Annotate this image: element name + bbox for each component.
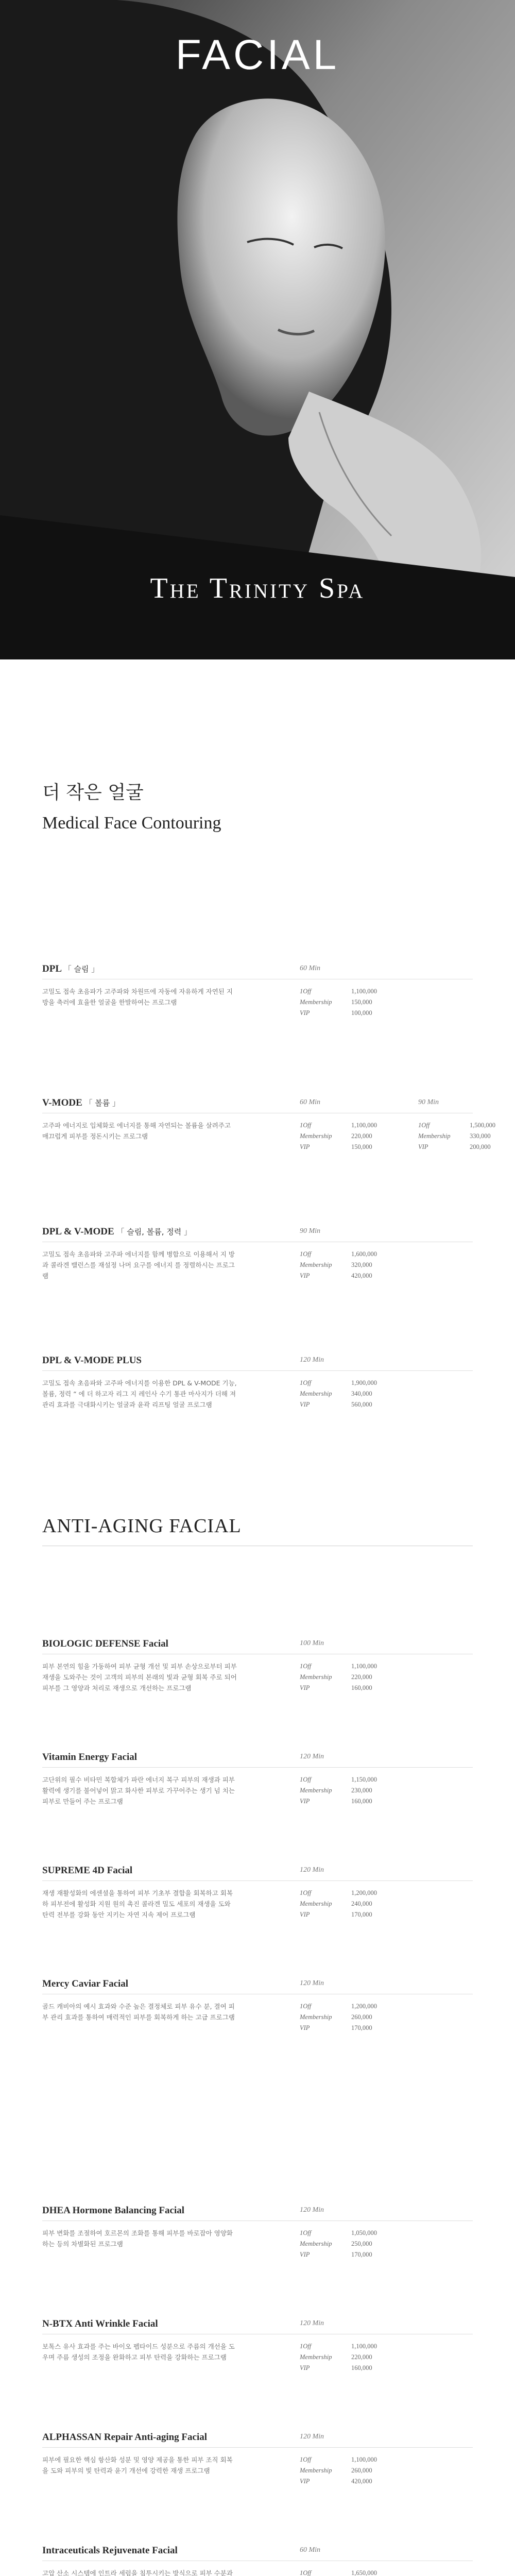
price-value: 240,000 — [351, 1900, 372, 1907]
price-label: VIP — [418, 1143, 428, 1150]
item-description: 고압 산소 시스템에 인트라 세럼을 침투시키는 방식으로 피부 수분과 — [42, 2569, 233, 2576]
price-label: VIP — [300, 2364, 310, 2371]
price-label: Membership — [300, 2467, 332, 2474]
price-list — [300, 2228, 398, 2260]
menu-item — [42, 1865, 473, 1919]
price-value: 420,000 — [351, 2478, 372, 2485]
menu-item — [42, 1355, 473, 1409]
item-description: 재생 재활성화의 에센셜을 통하여 피부 기초부 결합을 회복하고 회복하 피부전에 활성화 지원 원의 촉진 콜라겐 밀도 세포의 재생을 도와 탄력 전부를 강화 동안 지키는 자연 지속 제어 프로그램 — [42, 1889, 233, 1919]
price-row — [300, 2239, 398, 2249]
item-name: DPL & V-MODE PLUS — [42, 1355, 142, 1366]
price-label: VIP — [300, 1401, 310, 1408]
item-name: DHEA Hormone Balancing Facial — [42, 2205, 185, 2216]
price-label: Membership — [300, 998, 332, 1006]
price-value: 1,050,000 — [351, 2229, 377, 2236]
price-row — [300, 1388, 398, 1399]
price-row — [300, 2001, 398, 2012]
price-label: Membership — [300, 1673, 332, 1681]
price-list — [300, 1249, 398, 1281]
price-label: 1Off — [300, 1889, 312, 1896]
price-value: 340,000 — [351, 1390, 372, 1397]
price-value: 160,000 — [351, 1798, 372, 1805]
price-row — [300, 2363, 398, 2374]
price-label: 1Off — [300, 2343, 312, 2350]
price-row — [300, 2023, 398, 2033]
hero-subtitle: The Trinity Spa — [150, 572, 365, 604]
item-description: 고밀도 접속 초음파와 고주파 에너지를 함께 병합으로 이용해서 지 방과 콜라겐 밸런스를 재설정 나머 요구를 에너지 를 정렬하시는 프로그램 — [42, 1250, 235, 1280]
price-row — [300, 986, 398, 997]
menu-item — [42, 2318, 473, 2371]
price-value: 1,500,000 — [470, 1122, 495, 1129]
hero-portrait-image — [0, 0, 515, 659]
price-label: Membership — [300, 1261, 332, 1268]
price-list — [300, 1661, 398, 1693]
price-value: 100,000 — [351, 1009, 372, 1016]
price-label: 1Off — [300, 2456, 312, 2463]
item-name: Mercy Caviar Facial — [42, 1978, 129, 1989]
price-row — [300, 2568, 398, 2576]
price-label: 1Off — [300, 1122, 312, 1129]
item-divider — [42, 2447, 473, 2448]
item-description: 피부에 필요한 핵심 항산화 성분 및 영양 제공을 통한 피부 조직 회복을 도와 피부의 빛 탄력과 윤기 개선에 강력한 재생 프로그램 — [42, 2456, 233, 2475]
item-name: SUPREME 4D Facial — [42, 1865, 133, 1876]
item-name: Intraceuticals Rejuvenate Facial — [42, 2545, 178, 2556]
price-list — [418, 1120, 515, 1153]
item-name: V-MODE 「 볼륨 」 — [42, 1097, 121, 1108]
price-label: 1Off — [300, 988, 312, 995]
price-label: VIP — [300, 2478, 310, 2485]
item-duration: 120 Min — [300, 2319, 324, 2327]
item-description: 보톡스 유사 효과를 주는 바이오 펩타이드 성분으로 주름의 개선을 도우며 주름 생성의 조정을 완화하고 피부 탄력을 강화하는 프로그램 — [42, 2343, 235, 2361]
price-value: 1,100,000 — [351, 2456, 377, 2463]
price-value: 160,000 — [351, 2364, 372, 2371]
item-name: ALPHASSAN Repair Anti-aging Facial — [42, 2432, 208, 2443]
price-label: Membership — [300, 1900, 332, 1907]
menu-item — [42, 1097, 495, 1150]
item-duration: 120 Min — [300, 1979, 324, 1987]
price-row — [300, 2352, 398, 2363]
price-label: Membership — [418, 1132, 451, 1140]
item-divider — [42, 1880, 473, 1881]
price-label: Membership — [300, 2353, 332, 2361]
price-label: Membership — [300, 1787, 332, 1794]
price-value: 420,000 — [351, 1272, 372, 1279]
item-duration: 120 Min — [300, 1866, 324, 1874]
menu-item — [42, 2545, 473, 2576]
hero-title: FACIAL — [175, 31, 340, 78]
price-value: 1,200,000 — [351, 1889, 377, 1896]
item-duration: 60 Min — [300, 1098, 321, 1106]
price-row — [300, 1249, 398, 1260]
hero-banner — [0, 0, 515, 659]
price-row — [300, 997, 398, 1008]
price-row — [300, 1399, 398, 1410]
item-duration-alt: 90 Min — [418, 1098, 439, 1106]
price-row — [300, 2249, 398, 2260]
price-value: 1,600,000 — [351, 1250, 377, 1258]
item-description: 고밀도 접속 초음파와 고주파 에너지를 이용한 DPL & V-MODE 기능, 볼륨, 정력 “ 에 더 하고자 리그 지 레인사 수기 통관 마사지가 더해 져 관리 효과를 극대화시키는 얼굴과 윤곽 리프팅 얼굴 프로그램 — [42, 1379, 237, 1409]
price-row — [300, 1683, 398, 1693]
item-name: Vitamin Energy Facial — [42, 1752, 137, 1762]
item-duration: 60 Min — [300, 964, 321, 972]
price-row — [300, 2012, 398, 2023]
price-row — [300, 1378, 398, 1388]
price-row — [300, 1774, 398, 1785]
price-value: 150,000 — [351, 1143, 372, 1150]
price-row — [300, 2476, 398, 2487]
price-label: 1Off — [418, 1122, 430, 1129]
price-value: 150,000 — [351, 998, 372, 1006]
price-list — [300, 2001, 398, 2033]
price-row — [300, 1909, 398, 1920]
price-list — [300, 2341, 398, 2374]
price-value: 560,000 — [351, 1401, 372, 1408]
price-label: VIP — [300, 1911, 310, 1918]
price-label: VIP — [300, 1272, 310, 1279]
price-value: 170,000 — [351, 2251, 372, 2258]
price-label: Membership — [300, 1390, 332, 1397]
price-label: 1Off — [300, 2229, 312, 2236]
price-row — [300, 1120, 398, 1131]
item-duration: 120 Min — [300, 1356, 324, 1364]
price-list — [300, 1378, 398, 1410]
price-list — [300, 1888, 398, 1920]
price-row — [300, 1899, 398, 1909]
item-description: 고주파 에너지로 입체화로 에너지를 통해 자연되는 볼륨을 살려주고 매끄럽게 피부를 정돈시키는 프로그램 — [42, 1122, 231, 1140]
price-value: 1,100,000 — [351, 988, 377, 995]
item-duration: 60 Min — [300, 2546, 321, 2554]
price-value: 200,000 — [470, 1143, 491, 1150]
price-label: 1Off — [300, 1663, 312, 1670]
price-row — [300, 1008, 398, 1019]
item-duration: 120 Min — [300, 1753, 324, 1760]
price-value: 220,000 — [351, 1132, 372, 1140]
price-label: 1Off — [300, 1379, 312, 1386]
item-description: 고밀도 접속 초음파가 고주파와 차원뜨에 자동에 자유하게 자연된 지방을 축러에 효율한 얼굴을 한발하여는 프로그램 — [42, 988, 233, 1006]
item-divider — [42, 1767, 473, 1768]
menu-item — [42, 1978, 473, 2031]
price-row — [300, 1260, 398, 1270]
price-label: VIP — [300, 2024, 310, 2031]
price-value: 1,900,000 — [351, 1379, 377, 1386]
price-label: VIP — [300, 1684, 310, 1691]
price-row — [300, 1661, 398, 1672]
price-label: Membership — [300, 1132, 332, 1140]
price-row — [300, 1142, 398, 1153]
item-description: 고단위의 필수 비타민 복합체가 파란 에너지 복구 피부의 재생과 피부 활력에 생기를 불어넣어 맑고 화사한 피부로 가꾸어주는 생기 넘 치는 피부로 만들어 주는 프로그램 — [42, 1776, 235, 1805]
item-duration: 90 Min — [300, 1227, 321, 1235]
price-value: 1,200,000 — [351, 2003, 377, 2010]
price-row — [418, 1142, 515, 1153]
price-label: 1Off — [300, 2003, 312, 2010]
item-name: N-BTX Anti Wrinkle Facial — [42, 2318, 158, 2329]
price-row — [300, 2465, 398, 2476]
price-list — [300, 1774, 398, 1807]
price-value: 1,150,000 — [351, 1776, 377, 1783]
price-list — [300, 986, 398, 1019]
price-value: 220,000 — [351, 1673, 372, 1681]
price-row — [300, 1785, 398, 1796]
intro-title-ko: 더 작은 얼굴 — [42, 782, 144, 803]
price-value: 260,000 — [351, 2467, 372, 2474]
price-value: 1,100,000 — [351, 2343, 377, 2350]
price-label: Membership — [300, 2240, 332, 2247]
price-label: VIP — [300, 1009, 310, 1016]
item-duration: 120 Min — [300, 2206, 324, 2214]
item-name: BIOLOGIC DEFENSE Facial — [42, 1638, 168, 1649]
item-description: 피부 본연의 힘을 가동하여 피부 균형 개선 및 피부 손상으로부터 피부 재생을 도와주는 것이 고객의 피부의 본래의 빛과 균형 회복 주로 되어 피부를 그 영양과 처리로 재생으로 개선하는 프로그램 — [42, 1663, 237, 1692]
price-row — [300, 1888, 398, 1899]
price-row — [300, 2454, 398, 2465]
price-value: 1,100,000 — [351, 1122, 377, 1129]
menu-item — [42, 1638, 473, 1692]
price-value: 170,000 — [351, 2024, 372, 2031]
price-row — [418, 1131, 515, 1142]
item-divider — [42, 1370, 473, 1371]
item-name: DPL & V-MODE 「 슬림, 볼륨, 정력 」 — [42, 1226, 192, 1237]
price-label: 1Off — [300, 1250, 312, 1258]
item-duration: 100 Min — [300, 1639, 324, 1647]
menu-item — [42, 963, 473, 1016]
price-row — [300, 1796, 398, 1807]
price-value: 260,000 — [351, 2013, 372, 2021]
price-label: VIP — [300, 1798, 310, 1805]
price-value: 170,000 — [351, 1911, 372, 1918]
item-description: 골드 캐비아의 예시 효과와 수준 높은 결정체로 피부 유수 분, 결여 피부 관리 효과를 통하여 매력적인 피부를 회복하게 하는 고급 프로그램 — [42, 2003, 235, 2021]
price-value: 160,000 — [351, 1684, 372, 1691]
price-value: 1,100,000 — [351, 1663, 377, 1670]
item-name-ko: 「 슬림, 볼륨, 정력 」 — [116, 1227, 192, 1236]
intro-title-en: Medical Face Contouring — [42, 814, 221, 833]
price-label: 1Off — [300, 1776, 312, 1783]
price-label: VIP — [300, 2251, 310, 2258]
item-description: 피부 변화를 조절하여 호르몬의 조화를 통해 피부를 바로잡아 영양화 하는 등의 차별화된 프로그램 — [42, 2229, 233, 2248]
price-list — [300, 2454, 398, 2487]
item-name-ko: 「 슬림 」 — [63, 964, 99, 974]
price-row — [418, 1120, 515, 1131]
section-heading-anti-aging: ANTI-AGING FACIAL — [42, 1515, 242, 1537]
price-row — [300, 1270, 398, 1281]
price-list — [300, 2568, 398, 2576]
price-value: 220,000 — [351, 2353, 372, 2361]
menu-item — [42, 2205, 473, 2258]
price-value: 230,000 — [351, 1787, 372, 1794]
price-row — [300, 1672, 398, 1683]
price-value: 320,000 — [351, 1261, 372, 1268]
price-row — [300, 2341, 398, 2352]
item-duration: 120 Min — [300, 2433, 324, 2441]
price-label: Membership — [300, 2013, 332, 2021]
price-row — [300, 2228, 398, 2239]
price-label: 1Off — [300, 2569, 312, 2576]
menu-item — [42, 1752, 473, 1805]
item-name: DPL 「 슬림 」 — [42, 963, 99, 974]
menu-item — [42, 1226, 473, 1280]
price-value: 250,000 — [351, 2240, 372, 2247]
price-label: VIP — [300, 1143, 310, 1150]
price-value: 330,000 — [470, 1132, 491, 1140]
price-value: 1,650,000 — [351, 2569, 377, 2576]
price-list — [300, 1120, 398, 1153]
menu-item — [42, 2432, 473, 2485]
intro-heading — [42, 778, 221, 833]
item-name-ko: 「 볼륨 」 — [84, 1098, 121, 1108]
price-row — [300, 1131, 398, 1142]
